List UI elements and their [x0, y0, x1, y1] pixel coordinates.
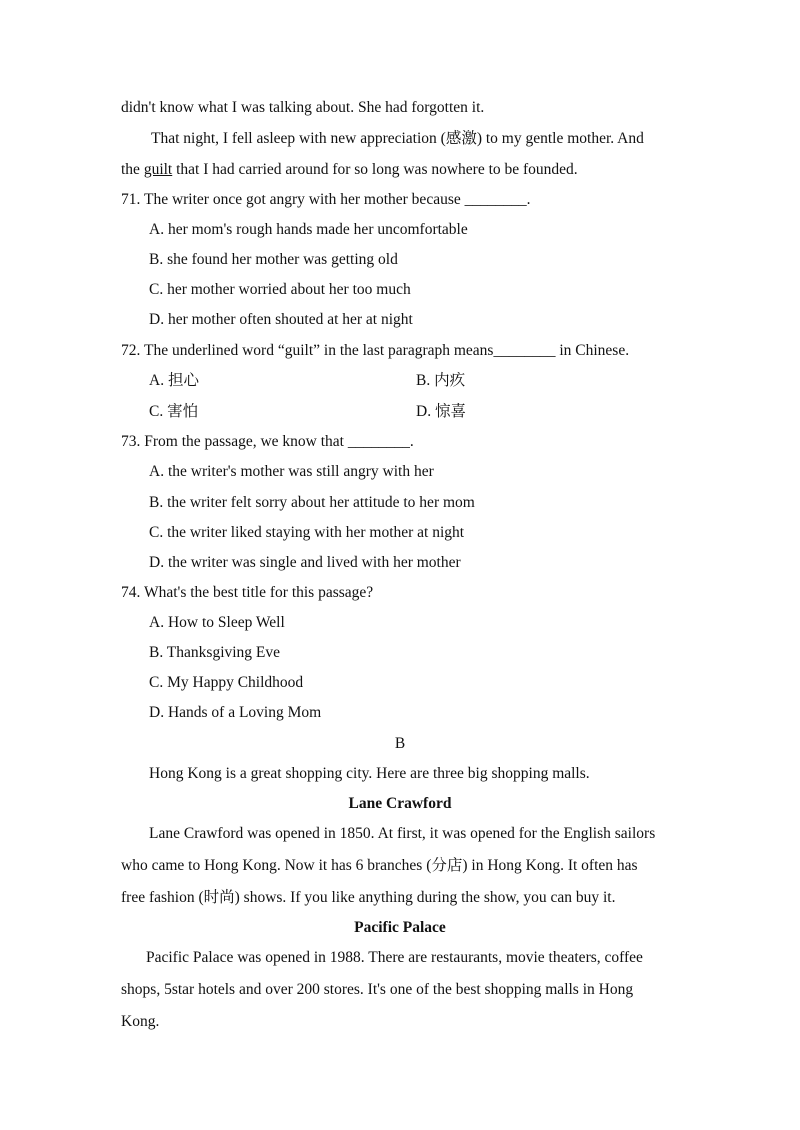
answer-option: C. her mother worried about her too much [149, 281, 411, 298]
answer-option: C. My Happy Childhood [149, 674, 304, 691]
answer-option: D. her mother often shouted at her at night [149, 311, 413, 328]
passage-line: Pacific Palace was opened in 1988. There are restaurants, movie theaters, coffee [146, 949, 643, 966]
question-stem: 73. From the passage, we know that ________. [121, 433, 414, 450]
passage-line: didn't know what I was talking about. She had forgotten it. [121, 99, 485, 116]
passage-line: Hong Kong is a great shopping city. Here are three big shopping malls. [149, 765, 590, 782]
answer-option: A. How to Sleep Well [149, 614, 285, 631]
answer-option: D. the writer was single and lived with her mother [149, 554, 461, 571]
passage-line: That night, I fell asleep with new appreciation (感激) to my gentle mother. And [151, 130, 644, 147]
passage-text: the [121, 161, 144, 178]
answer-option: B. the writer felt sorry about her attitude to her mom [149, 494, 475, 511]
underlined-word: guilt [143, 161, 173, 178]
mall-title: Pacific Palace [354, 919, 446, 936]
passage-line: who came to Hong Kong. Now it has 6 branches (分店) in Hong Kong. It often has [121, 857, 638, 874]
answer-option: A. the writer's mother was still angry with her [149, 463, 434, 480]
question-stem: 74. What's the best title for this passage? [121, 584, 374, 601]
passage-line: shops, 5star hotels and over 200 stores. It's one of the best shopping malls in Hong [121, 981, 634, 998]
section-heading: B [394, 735, 406, 752]
answer-option: A. 担心 [149, 372, 199, 389]
answer-option: B. Thanksgiving Eve [149, 644, 281, 661]
answer-option: A. her mom's rough hands made her uncomfortable [149, 221, 468, 238]
passage-line: Lane Crawford was opened in 1850. At first, it was opened for the English sailors [149, 825, 656, 842]
passage-line: Kong. [121, 1013, 160, 1030]
answer-option: C. the writer liked staying with her mother at night [149, 524, 465, 541]
question-stem: 71. The writer once got angry with her mother because ________. [121, 191, 531, 208]
answer-option: B. 内疚 [416, 372, 466, 389]
mall-title: Lane Crawford [348, 795, 452, 812]
answer-option: D. 惊喜 [416, 403, 466, 420]
answer-option: D. Hands of a Loving Mom [149, 704, 322, 721]
answer-option: C. 害怕 [149, 403, 199, 420]
passage-text: that I had carried around for so long was nowhere to be founded. [172, 161, 578, 178]
passage-line [121, 155, 740, 185]
answer-option: B. she found her mother was getting old [149, 251, 398, 268]
question-stem: 72. The underlined word “guilt” in the last paragraph means________ in Chinese. [121, 342, 630, 359]
passage-line: free fashion (时尚) shows. If you like anything during the show, you can buy it. [121, 889, 616, 906]
